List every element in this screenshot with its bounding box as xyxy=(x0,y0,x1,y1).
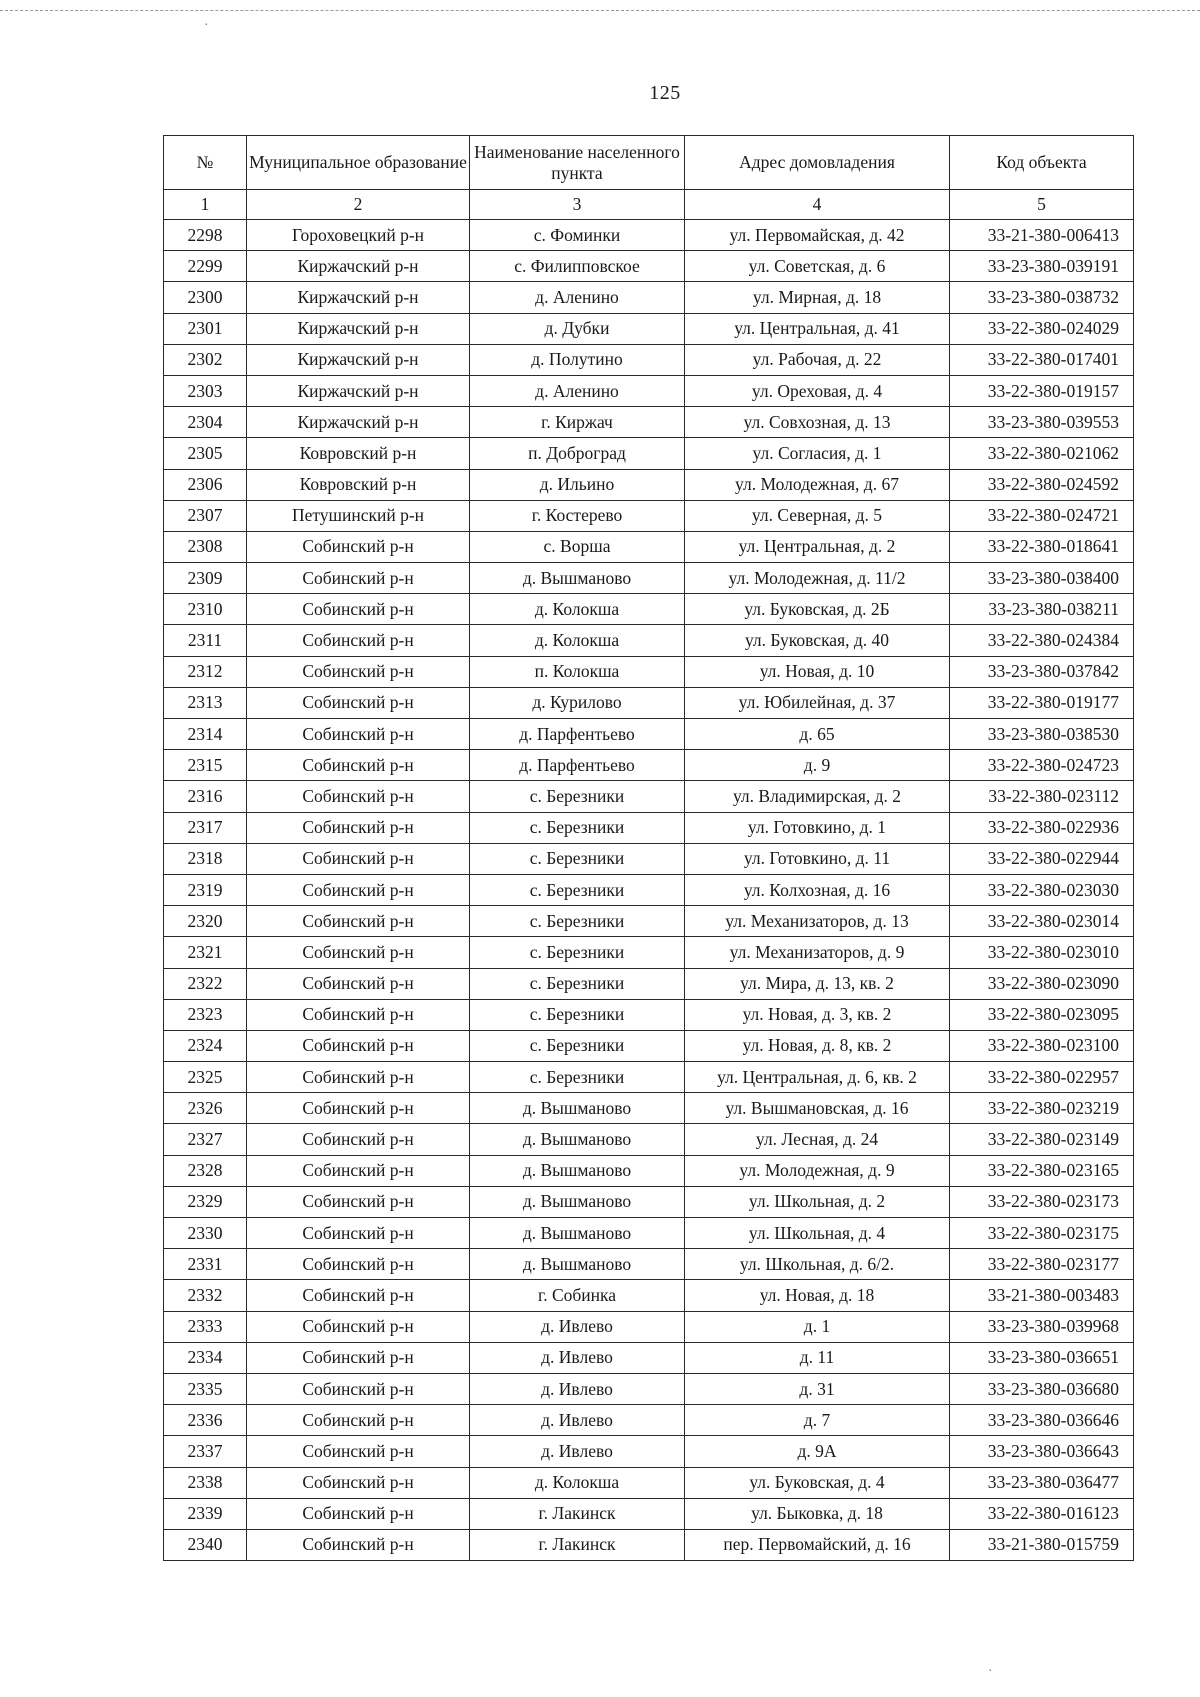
cell-municipality: Киржачский р-н xyxy=(247,407,470,438)
table-row xyxy=(164,1436,1134,1467)
cell-settlement: д. Вышманово xyxy=(470,1249,685,1280)
cell-municipality: Собинский р-н xyxy=(247,1249,470,1280)
cell-address: ул. Северная, д. 5 xyxy=(685,500,950,531)
cell-number: 2313 xyxy=(164,687,247,718)
cell-address: ул. Владимирская, д. 2 xyxy=(685,781,950,812)
cell-settlement: г. Лакинск xyxy=(470,1498,685,1529)
cell-municipality: Собинский р-н xyxy=(247,563,470,594)
cell-municipality: Собинский р-н xyxy=(247,906,470,937)
cell-object-code: 33-22-380-024029 xyxy=(950,313,1134,344)
cell-municipality: Собинский р-н xyxy=(247,781,470,812)
cell-settlement: с. Березники xyxy=(470,874,685,905)
cell-municipality: Собинский р-н xyxy=(247,1311,470,1342)
cell-settlement: с. Березники xyxy=(470,937,685,968)
cell-address: ул. Согласия, д. 1 xyxy=(685,438,950,469)
cell-settlement: д. Ивлево xyxy=(470,1436,685,1467)
scan-top-border xyxy=(0,10,1200,11)
cell-object-code: 33-21-380-006413 xyxy=(950,220,1134,251)
table-row xyxy=(164,375,1134,406)
table-row xyxy=(164,1249,1134,1280)
cell-settlement: п. Доброград xyxy=(470,438,685,469)
cell-settlement: д. Ивлево xyxy=(470,1311,685,1342)
table-row xyxy=(164,1218,1134,1249)
cell-object-code: 33-22-380-022944 xyxy=(950,843,1134,874)
column-header-number: № xyxy=(164,136,247,190)
cell-address: д. 65 xyxy=(685,719,950,750)
table-row xyxy=(164,719,1134,750)
cell-municipality: Собинский р-н xyxy=(247,687,470,718)
cell-number: 2336 xyxy=(164,1405,247,1436)
cell-municipality: Собинский р-н xyxy=(247,1218,470,1249)
cell-object-code: 33-22-380-024592 xyxy=(950,469,1134,500)
table-row xyxy=(164,500,1134,531)
cell-address: ул. Школьная, д. 4 xyxy=(685,1218,950,1249)
cell-settlement: д. Полутино xyxy=(470,344,685,375)
cell-municipality: Собинский р-н xyxy=(247,1155,470,1186)
table-row xyxy=(164,1405,1134,1436)
cell-settlement: д. Курилово xyxy=(470,687,685,718)
cell-object-code: 33-22-380-024723 xyxy=(950,750,1134,781)
cell-object-code: 33-23-380-038732 xyxy=(950,282,1134,313)
cell-address: д. 1 xyxy=(685,1311,950,1342)
cell-number: 2306 xyxy=(164,469,247,500)
cell-object-code: 33-22-380-023177 xyxy=(950,1249,1134,1280)
cell-number: 2335 xyxy=(164,1373,247,1404)
table-column-numbers-row xyxy=(164,190,1134,220)
table-row xyxy=(164,313,1134,344)
cell-object-code: 33-23-380-036651 xyxy=(950,1342,1134,1373)
cell-settlement: с. Березники xyxy=(470,1030,685,1061)
cell-municipality: Собинский р-н xyxy=(247,1467,470,1498)
table-row xyxy=(164,344,1134,375)
table-row xyxy=(164,251,1134,282)
cell-address: ул. Юбилейная, д. 37 xyxy=(685,687,950,718)
cell-address: д. 31 xyxy=(685,1373,950,1404)
cell-settlement: д. Парфентьево xyxy=(470,719,685,750)
cell-address: ул. Молодежная, д. 67 xyxy=(685,469,950,500)
cell-settlement: с. Березники xyxy=(470,781,685,812)
cell-municipality: Собинский р-н xyxy=(247,1342,470,1373)
cell-object-code: 33-23-380-036646 xyxy=(950,1405,1134,1436)
cell-municipality: Собинский р-н xyxy=(247,1405,470,1436)
cell-number: 2318 xyxy=(164,843,247,874)
cell-address: ул. Центральная, д. 2 xyxy=(685,531,950,562)
cell-object-code: 33-22-380-016123 xyxy=(950,1498,1134,1529)
cell-settlement: д. Ивлево xyxy=(470,1373,685,1404)
cell-municipality: Собинский р-н xyxy=(247,1093,470,1124)
cell-object-code: 33-22-380-023173 xyxy=(950,1186,1134,1217)
cell-address: ул. Буковская, д. 40 xyxy=(685,625,950,656)
cell-settlement: с. Филипповское xyxy=(470,251,685,282)
table-row xyxy=(164,687,1134,718)
cell-address: д. 9А xyxy=(685,1436,950,1467)
cell-address: д. 7 xyxy=(685,1405,950,1436)
column-header-settlement: Наименование населенного пункта xyxy=(470,136,685,190)
cell-municipality: Ковровский р-н xyxy=(247,438,470,469)
cell-address: ул. Новая, д. 18 xyxy=(685,1280,950,1311)
table-row xyxy=(164,1280,1134,1311)
cell-number: 2309 xyxy=(164,563,247,594)
cell-settlement: д. Вышманово xyxy=(470,1155,685,1186)
cell-number: 2298 xyxy=(164,220,247,251)
cell-address: ул. Механизаторов, д. 9 xyxy=(685,937,950,968)
table-row xyxy=(164,1467,1134,1498)
cell-settlement: с. Ворша xyxy=(470,531,685,562)
cell-municipality: Собинский р-н xyxy=(247,1373,470,1404)
cell-object-code: 33-23-380-039968 xyxy=(950,1311,1134,1342)
cell-object-code: 33-22-380-023149 xyxy=(950,1124,1134,1155)
cell-settlement: г. Киржач xyxy=(470,407,685,438)
cell-municipality: Петушинский р-н xyxy=(247,500,470,531)
cell-municipality: Ковровский р-н xyxy=(247,469,470,500)
table-row xyxy=(164,1373,1134,1404)
cell-object-code: 33-23-380-039553 xyxy=(950,407,1134,438)
table-row xyxy=(164,625,1134,656)
table-row xyxy=(164,1155,1134,1186)
table-row xyxy=(164,812,1134,843)
cell-municipality: Собинский р-н xyxy=(247,625,470,656)
cell-number: 2305 xyxy=(164,438,247,469)
cell-address: ул. Совхозная, д. 13 xyxy=(685,407,950,438)
registry-table xyxy=(163,135,1134,1561)
cell-number: 2300 xyxy=(164,282,247,313)
cell-object-code: 33-22-380-023112 xyxy=(950,781,1134,812)
table-row xyxy=(164,874,1134,905)
table-row xyxy=(164,531,1134,562)
cell-number: 2321 xyxy=(164,937,247,968)
table-row xyxy=(164,1124,1134,1155)
cell-number: 2337 xyxy=(164,1436,247,1467)
cell-municipality: Киржачский р-н xyxy=(247,344,470,375)
cell-settlement: г. Лакинск xyxy=(470,1529,685,1560)
cell-object-code: 33-22-380-023010 xyxy=(950,937,1134,968)
cell-number: 2325 xyxy=(164,1062,247,1093)
table-row xyxy=(164,282,1134,313)
cell-address: ул. Ореховая, д. 4 xyxy=(685,375,950,406)
cell-object-code: 33-23-380-038211 xyxy=(950,594,1134,625)
cell-settlement: д. Аленино xyxy=(470,375,685,406)
column-number: 1 xyxy=(164,190,247,220)
cell-municipality: Собинский р-н xyxy=(247,937,470,968)
cell-settlement: с. Березники xyxy=(470,812,685,843)
cell-settlement: г. Костерево xyxy=(470,500,685,531)
cell-address: ул. Новая, д. 8, кв. 2 xyxy=(685,1030,950,1061)
cell-municipality: Собинский р-н xyxy=(247,1436,470,1467)
cell-address: ул. Лесная, д. 24 xyxy=(685,1124,950,1155)
cell-settlement: д. Дубки xyxy=(470,313,685,344)
cell-address: ул. Школьная, д. 2 xyxy=(685,1186,950,1217)
cell-address: ул. Быковка, д. 18 xyxy=(685,1498,950,1529)
scan-speck: · xyxy=(988,1664,993,1679)
table-row xyxy=(164,1030,1134,1061)
cell-settlement: с. Березники xyxy=(470,906,685,937)
cell-municipality: Собинский р-н xyxy=(247,719,470,750)
cell-object-code: 33-22-380-023030 xyxy=(950,874,1134,905)
cell-number: 2304 xyxy=(164,407,247,438)
cell-settlement: д. Ивлево xyxy=(470,1342,685,1373)
cell-address: ул. Готовкино, д. 11 xyxy=(685,843,950,874)
cell-address: ул. Готовкино, д. 1 xyxy=(685,812,950,843)
cell-object-code: 33-23-380-037842 xyxy=(950,656,1134,687)
cell-municipality: Собинский р-н xyxy=(247,656,470,687)
cell-address: ул. Вышмановская, д. 16 xyxy=(685,1093,950,1124)
table-body xyxy=(164,220,1134,1561)
cell-object-code: 33-22-380-023175 xyxy=(950,1218,1134,1249)
cell-number: 2329 xyxy=(164,1186,247,1217)
cell-object-code: 33-23-380-038530 xyxy=(950,719,1134,750)
cell-number: 2315 xyxy=(164,750,247,781)
cell-number: 2316 xyxy=(164,781,247,812)
cell-number: 2312 xyxy=(164,656,247,687)
cell-number: 2322 xyxy=(164,968,247,999)
table-row xyxy=(164,438,1134,469)
cell-address: ул. Буковская, д. 4 xyxy=(685,1467,950,1498)
cell-settlement: г. Собинка xyxy=(470,1280,685,1311)
cell-settlement: д. Ивлево xyxy=(470,1405,685,1436)
cell-number: 2310 xyxy=(164,594,247,625)
cell-number: 2330 xyxy=(164,1218,247,1249)
table-header-row xyxy=(164,136,1134,190)
cell-number: 2303 xyxy=(164,375,247,406)
cell-object-code: 33-22-380-021062 xyxy=(950,438,1134,469)
table-row xyxy=(164,469,1134,500)
cell-settlement: с. Березники xyxy=(470,968,685,999)
cell-number: 2333 xyxy=(164,1311,247,1342)
cell-number: 2324 xyxy=(164,1030,247,1061)
cell-municipality: Собинский р-н xyxy=(247,1124,470,1155)
cell-address: ул. Рабочая, д. 22 xyxy=(685,344,950,375)
table-row xyxy=(164,563,1134,594)
column-number: 3 xyxy=(470,190,685,220)
cell-municipality: Киржачский р-н xyxy=(247,251,470,282)
cell-number: 2301 xyxy=(164,313,247,344)
cell-number: 2338 xyxy=(164,1467,247,1498)
cell-settlement: п. Колокша xyxy=(470,656,685,687)
cell-settlement: д. Аленино xyxy=(470,282,685,313)
table-row xyxy=(164,906,1134,937)
cell-address: ул. Школьная, д. 6/2. xyxy=(685,1249,950,1280)
cell-municipality: Собинский р-н xyxy=(247,531,470,562)
cell-object-code: 33-22-380-023100 xyxy=(950,1030,1134,1061)
cell-address: ул. Механизаторов, д. 13 xyxy=(685,906,950,937)
cell-number: 2320 xyxy=(164,906,247,937)
table-row xyxy=(164,1342,1134,1373)
cell-municipality: Гороховецкий р-н xyxy=(247,220,470,251)
cell-municipality: Собинский р-н xyxy=(247,968,470,999)
cell-object-code: 33-22-380-019177 xyxy=(950,687,1134,718)
cell-number: 2308 xyxy=(164,531,247,562)
cell-address: ул. Молодежная, д. 11/2 xyxy=(685,563,950,594)
table-row xyxy=(164,656,1134,687)
cell-municipality: Собинский р-н xyxy=(247,750,470,781)
cell-municipality: Собинский р-н xyxy=(247,1280,470,1311)
cell-number: 2302 xyxy=(164,344,247,375)
cell-municipality: Собинский р-н xyxy=(247,843,470,874)
column-number: 5 xyxy=(950,190,1134,220)
cell-municipality: Собинский р-н xyxy=(247,1498,470,1529)
cell-settlement: д. Вышманово xyxy=(470,563,685,594)
cell-object-code: 33-23-380-038400 xyxy=(950,563,1134,594)
column-header-municipality: Муниципальное образование xyxy=(247,136,470,190)
cell-settlement: д. Вышманово xyxy=(470,1093,685,1124)
cell-settlement: с. Березники xyxy=(470,1062,685,1093)
cell-address: ул. Новая, д. 3, кв. 2 xyxy=(685,999,950,1030)
cell-settlement: с. Фоминки xyxy=(470,220,685,251)
cell-object-code: 33-21-380-015759 xyxy=(950,1529,1134,1560)
cell-number: 2339 xyxy=(164,1498,247,1529)
cell-object-code: 33-21-380-003483 xyxy=(950,1280,1134,1311)
table-row xyxy=(164,594,1134,625)
cell-municipality: Собинский р-н xyxy=(247,1030,470,1061)
cell-municipality: Собинский р-н xyxy=(247,999,470,1030)
cell-settlement: д. Колокша xyxy=(470,625,685,656)
cell-municipality: Собинский р-н xyxy=(247,1186,470,1217)
cell-number: 2340 xyxy=(164,1529,247,1560)
table-row xyxy=(164,1498,1134,1529)
cell-number: 2299 xyxy=(164,251,247,282)
cell-settlement: д. Парфентьево xyxy=(470,750,685,781)
cell-address: д. 9 xyxy=(685,750,950,781)
cell-object-code: 33-22-380-023165 xyxy=(950,1155,1134,1186)
cell-address: д. 11 xyxy=(685,1342,950,1373)
table-row xyxy=(164,781,1134,812)
cell-number: 2331 xyxy=(164,1249,247,1280)
table-row xyxy=(164,1093,1134,1124)
cell-address: ул. Мира, д. 13, кв. 2 xyxy=(685,968,950,999)
cell-object-code: 33-22-380-023095 xyxy=(950,999,1134,1030)
cell-number: 2328 xyxy=(164,1155,247,1186)
cell-object-code: 33-22-380-017401 xyxy=(950,344,1134,375)
table-row xyxy=(164,1186,1134,1217)
cell-municipality: Киржачский р-н xyxy=(247,313,470,344)
cell-object-code: 33-23-380-039191 xyxy=(950,251,1134,282)
cell-number: 2334 xyxy=(164,1342,247,1373)
cell-address: ул. Центральная, д. 6, кв. 2 xyxy=(685,1062,950,1093)
cell-address: ул. Молодежная, д. 9 xyxy=(685,1155,950,1186)
page-number: 125 xyxy=(649,82,681,104)
cell-number: 2323 xyxy=(164,999,247,1030)
cell-municipality: Собинский р-н xyxy=(247,1529,470,1560)
cell-address: ул. Центральная, д. 41 xyxy=(685,313,950,344)
cell-address: ул. Мирная, д. 18 xyxy=(685,282,950,313)
cell-municipality: Собинский р-н xyxy=(247,812,470,843)
cell-settlement: д. Колокша xyxy=(470,594,685,625)
table-row xyxy=(164,937,1134,968)
cell-number: 2307 xyxy=(164,500,247,531)
column-number: 4 xyxy=(685,190,950,220)
cell-municipality: Собинский р-н xyxy=(247,594,470,625)
cell-number: 2311 xyxy=(164,625,247,656)
cell-object-code: 33-23-380-036643 xyxy=(950,1436,1134,1467)
table-row xyxy=(164,1062,1134,1093)
cell-object-code: 33-23-380-036680 xyxy=(950,1373,1134,1404)
cell-number: 2327 xyxy=(164,1124,247,1155)
table-row xyxy=(164,407,1134,438)
cell-settlement: с. Березники xyxy=(470,843,685,874)
cell-settlement: д. Вышманово xyxy=(470,1124,685,1155)
cell-settlement: с. Березники xyxy=(470,999,685,1030)
cell-object-code: 33-22-380-019157 xyxy=(950,375,1134,406)
cell-object-code: 33-22-380-022936 xyxy=(950,812,1134,843)
cell-address: ул. Первомайская, д. 42 xyxy=(685,220,950,251)
table-row xyxy=(164,843,1134,874)
cell-settlement: д. Вышманово xyxy=(470,1218,685,1249)
cell-municipality: Киржачский р-н xyxy=(247,375,470,406)
cell-object-code: 33-23-380-036477 xyxy=(950,1467,1134,1498)
cell-object-code: 33-22-380-023014 xyxy=(950,906,1134,937)
column-header-object-code: Код объекта xyxy=(950,136,1134,190)
cell-number: 2326 xyxy=(164,1093,247,1124)
column-header-address: Адрес домовладения xyxy=(685,136,950,190)
table-row xyxy=(164,220,1134,251)
cell-object-code: 33-22-380-018641 xyxy=(950,531,1134,562)
cell-object-code: 33-22-380-022957 xyxy=(950,1062,1134,1093)
cell-object-code: 33-22-380-024721 xyxy=(950,500,1134,531)
cell-address: ул. Новая, д. 10 xyxy=(685,656,950,687)
cell-address: пер. Первомайский, д. 16 xyxy=(685,1529,950,1560)
cell-municipality: Собинский р-н xyxy=(247,874,470,905)
cell-address: ул. Колхозная, д. 16 xyxy=(685,874,950,905)
cell-municipality: Собинский р-н xyxy=(247,1062,470,1093)
cell-number: 2319 xyxy=(164,874,247,905)
cell-address: ул. Буковская, д. 2Б xyxy=(685,594,950,625)
cell-object-code: 33-22-380-023090 xyxy=(950,968,1134,999)
table-row xyxy=(164,999,1134,1030)
cell-number: 2332 xyxy=(164,1280,247,1311)
column-number: 2 xyxy=(247,190,470,220)
cell-settlement: д. Вышманово xyxy=(470,1186,685,1217)
cell-number: 2314 xyxy=(164,719,247,750)
cell-settlement: д. Колокша xyxy=(470,1467,685,1498)
cell-object-code: 33-22-380-024384 xyxy=(950,625,1134,656)
cell-municipality: Киржачский р-н xyxy=(247,282,470,313)
cell-settlement: д. Ильино xyxy=(470,469,685,500)
cell-object-code: 33-22-380-023219 xyxy=(950,1093,1134,1124)
cell-number: 2317 xyxy=(164,812,247,843)
table-row xyxy=(164,968,1134,999)
table-row xyxy=(164,1529,1134,1560)
scan-speck: · xyxy=(204,18,209,33)
table-row xyxy=(164,750,1134,781)
cell-address: ул. Советская, д. 6 xyxy=(685,251,950,282)
table-row xyxy=(164,1311,1134,1342)
